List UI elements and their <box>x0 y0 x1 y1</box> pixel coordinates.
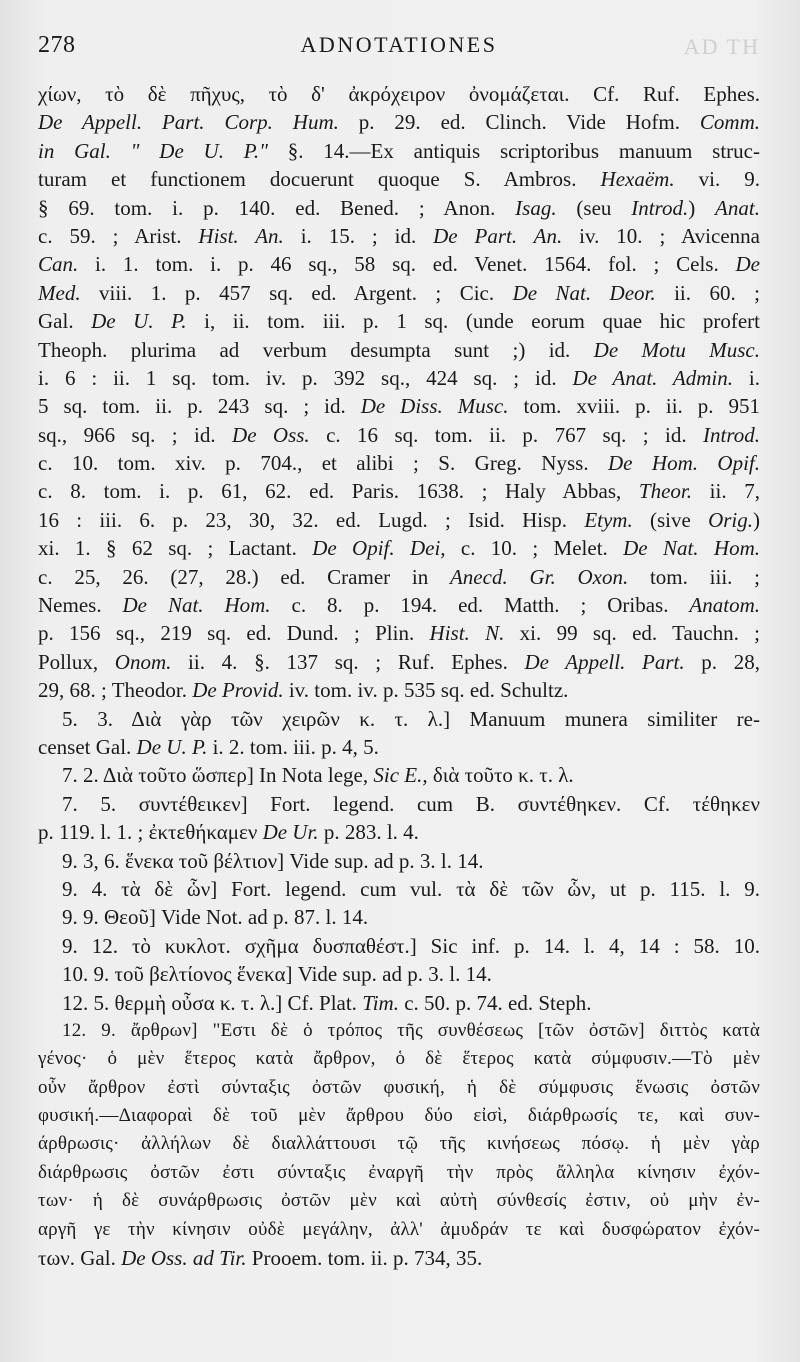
text-segment: 9. 3, 6. ἕνεκα τοῦ βέλτιον] Vide sup. ad p. 3. l. 14. <box>62 848 484 873</box>
text-line <box>38 790 760 818</box>
text-segment: iv. tom. iv. p. 535 sq. ed. Schultz. <box>283 678 569 703</box>
italic-segment: De Hom. Opif. <box>608 451 760 476</box>
italic-segment: De U. P. <box>91 309 187 334</box>
italic-segment: De Ur. <box>262 820 319 845</box>
text-line <box>38 165 760 193</box>
text-segment: i. 1. tom. i. p. 46 sq., 58 sq. ed. Venet. 1564. fol. ; Cels. <box>78 252 736 277</box>
text-segment: (sive <box>632 507 709 532</box>
text-line <box>38 932 760 960</box>
text-line <box>38 676 760 704</box>
text-segment: p. 156 sq., 219 sq. ed. Dund. ; Plin. <box>38 621 430 646</box>
text-line <box>38 989 760 1017</box>
text-segment: c. 8. tom. i. p. 61, 62. ed. Paris. 1638. ; Haly Abbas, <box>38 479 639 504</box>
text-segment: i. 2. tom. iii. p. 4, 5. <box>207 734 379 759</box>
italic-segment: Tim. <box>362 990 399 1015</box>
text-line <box>38 1017 760 1045</box>
page-number: 278 <box>38 32 76 58</box>
italic-segment: Onom. <box>114 649 172 674</box>
text-line <box>38 1102 760 1130</box>
italic-segment: Hist. An. <box>198 223 284 248</box>
italic-segment: Theor. <box>638 479 693 504</box>
italic-segment: De Oss. <box>232 422 310 447</box>
text-segment: των· ἡ δὲ συνάρθρωσις ὀστῶν μὲν καὶ αὐτὴ σύνθεσίς ἐστιν, οὐ μὴν ἐν- <box>38 1190 760 1212</box>
italic-segment: Med. <box>38 280 81 305</box>
text-segment: 10. 9. τοῦ βελτίονος ἕνεκα] Vide sup. ad p. 3. l. 14. <box>62 962 492 987</box>
text-segment: αργῆ γε τὴν κίνησιν οὐδὲ μεγάλην, ἀλλ' ἀμυδράν τε καὶ δυσφώρατον ἐχόν- <box>38 1218 760 1240</box>
italic-segment: De Nat. Deor. <box>512 280 656 305</box>
text-segment: 5 sq. tom. ii. p. 243 sq. ; id. <box>38 394 361 419</box>
bleed-through-text: AD TH <box>683 34 760 59</box>
text-segment: vi. 9. <box>674 167 760 192</box>
text-line <box>38 648 760 676</box>
text-segment: ) <box>688 195 716 220</box>
text-line <box>38 1074 760 1102</box>
italic-segment: Etym. <box>584 507 633 532</box>
text-line <box>38 1216 760 1244</box>
italic-segment: De Appell. Part. Corp. Hum. <box>38 110 339 135</box>
text-line <box>38 1159 760 1187</box>
text-segment: 5. 3. Διὰ γὰρ τῶν χειρῶν κ. τ. λ.] Manuum munera similiter re- <box>62 706 760 731</box>
italic-segment: Introd. <box>703 422 760 447</box>
text-segment: § 69. tom. i. p. 140. ed. Bened. ; Anon. <box>38 195 516 220</box>
text-line <box>38 506 760 534</box>
text-segment: p. 29. ed. Clinch. Vide Hofm. <box>338 110 700 135</box>
text-line <box>38 903 760 931</box>
text-segment: 7. 5. συντέθεικεν] Fort. legend. cum B. συντέθηκεν. Cf. τέθηκεν <box>62 791 760 816</box>
text-segment: 7. 2. Διὰ τοῦτο ὥσπερ] In Nota lege, <box>62 763 374 788</box>
text-segment: i. <box>733 365 760 390</box>
text-line <box>38 761 760 789</box>
text-segment: xi. 99 sq. ed. Tauchn. ; <box>504 621 760 646</box>
italic-segment: Anat. <box>715 195 760 220</box>
text-segment: p. 283. l. 4. <box>318 820 419 845</box>
italic-segment: De Provid. <box>192 678 284 703</box>
italic-segment: De Diss. Musc. <box>360 394 509 419</box>
italic-segment: Anecd. Gr. Oxon. <box>449 564 629 589</box>
text-segment: p. 28, <box>684 649 760 674</box>
text-segment: φυσική.—Διαφοραὶ δὲ τοῦ μὲν ἄρθρου δύο εἰσὶ, διάρθρωσίς τε, καὶ συν- <box>38 1105 760 1127</box>
text-segment: 29, 68. ; Theodor. <box>38 678 193 703</box>
italic-segment: Introd. <box>631 195 689 220</box>
text-line <box>38 1130 760 1158</box>
text-segment: iv. 10. ; Avicenna <box>562 223 760 248</box>
text-line <box>38 818 760 846</box>
text-line <box>38 733 760 761</box>
annotation-text <box>38 80 760 1272</box>
text-line <box>38 336 760 364</box>
text-line <box>38 591 760 619</box>
italic-segment: Anatom. <box>689 593 760 618</box>
text-line <box>38 80 760 108</box>
text-segment: Nemes. <box>38 593 123 618</box>
text-segment: 12. 9. ἄρθρων] "Εστι δὲ ὁ τρόπος τῆς συνθέσεως [τῶν ὀστῶν] διττὸς κατὰ <box>62 1019 760 1041</box>
italic-segment: De Anat. Admin. <box>572 365 734 390</box>
text-line <box>38 563 760 591</box>
text-segment: 16 : iii. 6. p. 23, 30, 32. ed. Lugd. ; Isid. Hisp. <box>38 507 585 532</box>
text-line <box>38 307 760 335</box>
text-segment: p. 119. l. 1. ; ἐκτεθήκαμεν <box>38 820 263 845</box>
italic-segment: De Nat. Hom. <box>122 593 271 618</box>
text-segment: 9. 4. τὰ δὲ ὧν] Fort. legend. cum vul. τὰ δὲ τῶν ὧν, ut p. 115. l. 9. <box>62 876 760 901</box>
text-segment: 12. 5. θερμὴ οὖσα κ. τ. λ.] Cf. Plat. <box>62 990 363 1015</box>
italic-segment: De Part. An. <box>433 223 563 248</box>
text-line <box>38 222 760 250</box>
text-segment: διάρθρωσις ὀστῶν ἐστι σύνταξις ἐναργῆ τὴν πρὸς ἄλληλα κίνησιν ἐχόν- <box>38 1161 760 1183</box>
text-line <box>38 1045 760 1073</box>
text-line <box>38 194 760 222</box>
italic-segment: in Gal. " De U. P." <box>38 138 268 163</box>
text-line <box>38 847 760 875</box>
text-segment: c. 8. p. 194. ed. Matth. ; Oribas. <box>270 593 690 618</box>
text-segment: tom. xviii. p. ii. p. 951 <box>508 394 760 419</box>
italic-segment: Hist. N. <box>429 621 505 646</box>
text-segment: sq., 966 sq. ; id. <box>38 422 233 447</box>
text-segment: xi. 1. § 62 sq. ; Lactant. <box>38 536 313 561</box>
italic-segment: Can. <box>38 252 79 277</box>
text-segment: turam et functionem docuerunt quoque S. Ambros. <box>38 167 601 192</box>
text-line <box>38 1187 760 1215</box>
text-segment: i. 15. ; id. <box>283 223 434 248</box>
text-line <box>38 421 760 449</box>
italic-segment: De Opif. Dei, <box>312 536 446 561</box>
text-segment: γένος· ὁ μὲν ἕτερος κατὰ ἄρθρον, ὁ δὲ ἕτερος κατὰ σύμφυσιν.—Τὸ μὲν <box>38 1048 760 1070</box>
text-segment: c. 59. ; Arist. <box>38 223 199 248</box>
text-segment: Theoph. plurima ad verbum desumpta sunt ;) id. <box>38 337 594 362</box>
text-segment: c. 16 sq. tom. ii. p. 767 sq. ; id. <box>309 422 704 447</box>
italic-segment: De Oss. ad Tir. <box>121 1246 247 1271</box>
text-line <box>38 1244 760 1272</box>
text-segment: οὖν ἄρθρον ἐστὶ σύνταξις ὀστῶν φυσική, ἡ δὲ σύμφυσις ἕνωσις ὀστῶν <box>38 1076 760 1098</box>
running-head: ADNOTATIONES <box>300 32 498 57</box>
text-segment: tom. iii. ; <box>628 564 760 589</box>
text-segment: c. 10. ; Melet. <box>445 536 624 561</box>
text-line <box>38 449 760 477</box>
text-line <box>38 108 760 136</box>
text-segment: Prooem. tom. ii. p. 734, 35. <box>246 1246 483 1271</box>
text-segment: §. 14.—Ex antiquis scriptoribus manuum struc- <box>267 138 760 163</box>
text-line <box>38 534 760 562</box>
text-segment: ) <box>753 507 760 532</box>
italic-segment: De U. P. <box>136 734 208 759</box>
italic-segment: Orig. <box>708 507 753 532</box>
italic-segment: De Appell. Part. <box>524 649 685 674</box>
text-line <box>38 705 760 733</box>
text-segment: censet Gal. <box>38 734 137 759</box>
text-segment: i, ii. tom. iii. p. 1 sq. (unde eorum quae hic profert <box>186 309 760 334</box>
text-segment: viii. 1. p. 457 sq. ed. Argent. ; Cic. <box>80 280 513 305</box>
text-segment: 9. 9. Θεοῦ] Vide Not. ad p. 87. l. 14. <box>62 905 369 930</box>
text-line <box>38 875 760 903</box>
text-segment: Pollux, <box>38 649 115 674</box>
italic-segment: De Motu Musc. <box>593 337 760 362</box>
text-segment: 9. 12. τὸ κυκλοτ. σχῆμα δυσπαθέστ.] Sic inf. p. 14. l. 4, 14 : 58. 10. <box>62 933 760 958</box>
text-line <box>38 392 760 420</box>
text-segment: Gal. <box>38 309 92 334</box>
text-segment: διὰ τοῦτο κ. τ. λ. <box>427 763 574 788</box>
text-segment: ii. 60. ; <box>655 280 760 305</box>
text-segment: ii. 4. §. 137 sq. ; Ruf. Ephes. <box>171 649 525 674</box>
page-header <box>38 30 760 66</box>
italic-segment: Hexaëm. <box>600 167 675 192</box>
italic-segment: Comm. <box>699 110 760 135</box>
text-line <box>38 619 760 647</box>
text-line <box>38 279 760 307</box>
text-line <box>38 137 760 165</box>
italic-segment: Isag. <box>515 195 557 220</box>
text-line <box>38 364 760 392</box>
text-segment: i. 6 : ii. 1 sq. tom. iv. p. 392 sq., 424 sq. ; id. <box>38 365 573 390</box>
text-line <box>38 477 760 505</box>
text-segment: c. 25, 26. (27, 28.) ed. Cramer in <box>38 564 450 589</box>
text-segment: άρθρωσις· ἀλλήλων δὲ διαλλάττουσι τῷ τῆς κινήσεως πόσῳ. ἡ μὲν γὰρ <box>38 1133 760 1155</box>
text-segment: των. Gal. <box>38 1246 122 1271</box>
italic-segment: Sic E., <box>373 763 428 788</box>
text-segment: χίων, τὸ δὲ πῆχυς, τὸ δ' ἀκρόχειρον ὀνομάζεται. Cf. Ruf. Ephes. <box>38 82 760 106</box>
italic-segment: De Nat. Hom. <box>623 536 760 561</box>
text-segment: c. 10. tom. xiv. p. 704., et alibi ; S. Greg. Nyss. <box>38 451 608 476</box>
italic-segment: De <box>735 252 760 277</box>
text-segment: ii. 7, <box>692 479 760 504</box>
text-segment: c. 50. p. 74. ed. Steph. <box>398 990 592 1015</box>
text-segment: (seu <box>556 195 632 220</box>
text-line <box>38 250 760 278</box>
text-line <box>38 960 760 988</box>
